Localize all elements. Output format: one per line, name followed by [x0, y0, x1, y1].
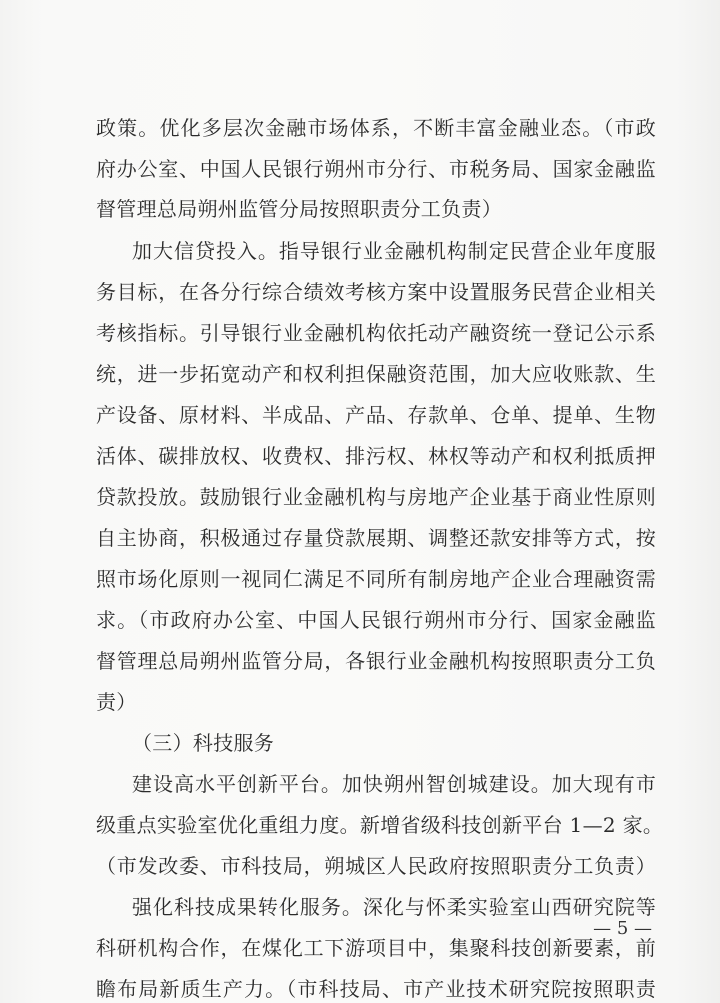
- text-line-12: 照市场化原则一视同仁满足不同所有制房地产企业合理融资需: [96, 567, 656, 591]
- text-line-13: 求。（市政府办公室、中国人民银行朔州市分行、国家金融监: [96, 608, 656, 632]
- text-line-11: 自主协商，积极通过存量贷款展期、调整还款安排等方式，按: [96, 526, 656, 550]
- text-line-17: 建设高水平创新平台。加快朔州智创城建设。加大现有市: [132, 772, 656, 796]
- text-line-5: 务目标，在各分行综合绩效考核方案中设置服务民营企业相关: [96, 280, 656, 304]
- text-line-21: 科研机构合作，在煤化工下游项目中，集聚科技创新要素，前: [96, 936, 656, 960]
- text-line-10: 贷款投放。鼓励银行业金融机构与房地产企业基于商业性原则: [96, 485, 656, 509]
- text-line-6: 考核指标。引导银行业金融机构依托动产融资统一登记公示系: [96, 321, 656, 345]
- text-line-19: （市发改委、市科技局，朔城区人民政府按照职责分工负责）: [96, 854, 656, 878]
- text-line-15: 责）: [96, 690, 137, 714]
- text-line-1: 政策。优化多层次金融市场体系，不断丰富金融业态。（市政: [96, 116, 656, 140]
- text-line-4: 加大信贷投入。指导银行业金融机构制定民营企业年度服: [132, 239, 656, 263]
- section-heading: （三）科技服务: [132, 731, 275, 755]
- text-line-7: 统，进一步拓宽动产和权利担保融资范围，加大应收账款、生: [96, 362, 656, 386]
- text-line-14: 督管理总局朔州监管分局，各银行业金融机构按照职责分工负: [96, 649, 656, 673]
- text-line-3: 督管理总局朔州监管分局按照职责分工负责）: [96, 197, 502, 221]
- text-line-8: 产设备、原材料、半成品、产品、存款单、仓单、提单、生物: [96, 403, 656, 427]
- text-line-20: 强化科技成果转化服务。深化与怀柔实验室山西研究院等: [132, 895, 656, 919]
- page-number: — 5 —: [593, 918, 652, 939]
- text-line-2: 府办公室、中国人民银行朔州市分行、市税务局、国家金融监: [96, 157, 656, 181]
- text-line-9: 活体、碳排放权、收费权、排污权、林权等动产和权利抵质押: [96, 444, 656, 468]
- text-line-22: 瞻布局新质生产力。（市科技局、市产业技术研究院按照职责: [96, 977, 656, 1001]
- text-line-18: 级重点实验室优化重组力度。新增省级科技创新平台 1—2 家。: [96, 813, 664, 837]
